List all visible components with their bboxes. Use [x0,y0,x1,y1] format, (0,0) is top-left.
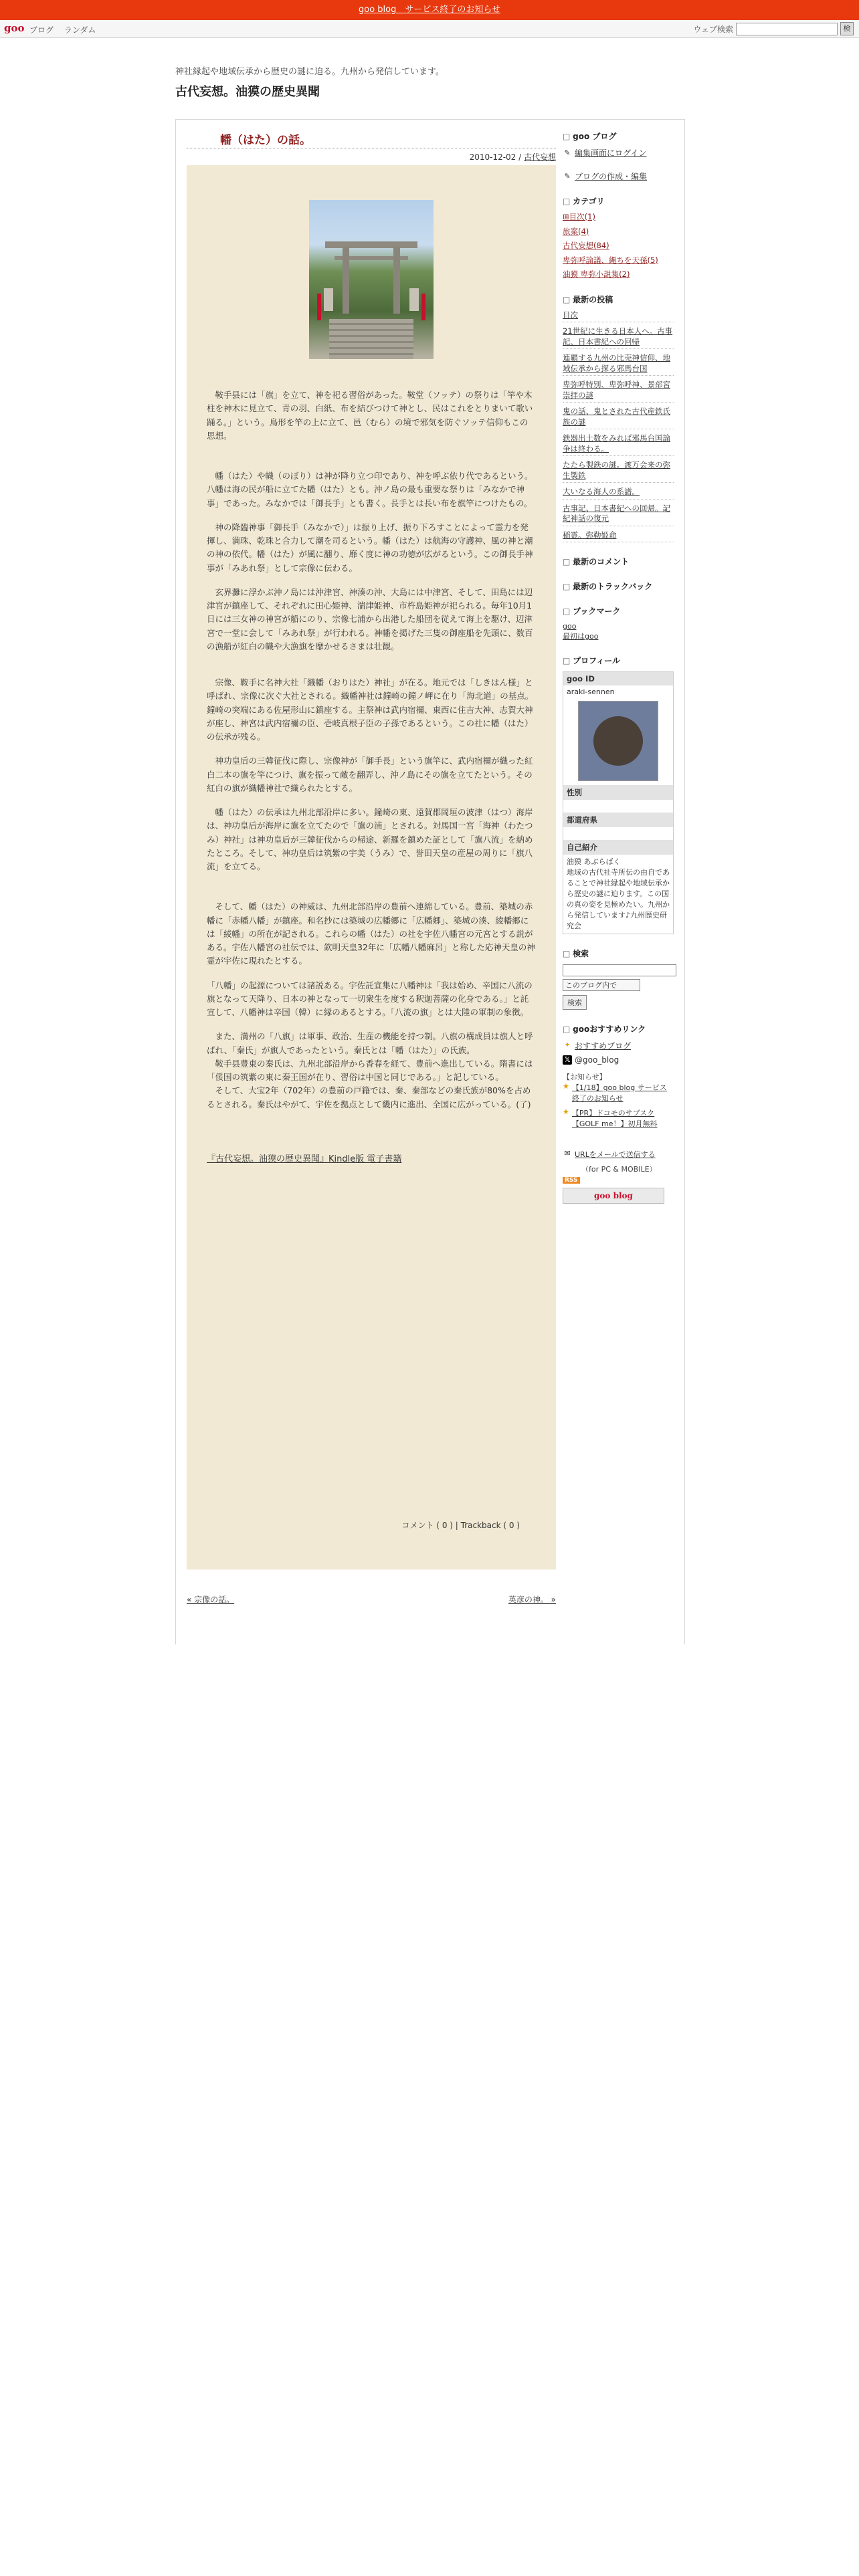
red-flag-right [421,294,425,320]
recent-post-link[interactable]: 目次 [563,310,578,320]
recommend-blog-row [563,1040,674,1051]
gender-label: 性別 [563,785,673,800]
blog-frame [175,119,685,1644]
web-search-button[interactable]: 検 [840,22,854,35]
search-scope-select[interactable]: このブログ内で [563,979,640,991]
entry-paragraph: 神功皇后の三韓征伐に際し、宗像神が「御手長」という旗竿に、武内宿禰が織った紅白二本の旗を竿につけ、旗を振って敵を翻弄し、沖ノ島にその旗を立てたという。その紅白の旗が織幡神社で織られたとする。 [207,756,533,793]
category-link[interactable]: 旅案(4) [563,226,589,236]
pencil-icon: ✎ [564,148,571,157]
intro-text: 油獏 あぶらばく 地域の古代社寺所伝の由自であることで神社縁起や地域伝承から歴史の謎に迫ります。この国の真の姿を見極めたい。九州から発信しています♪九州歴史研究会 [567,857,670,930]
goo-id-value: araki-sennen [567,687,615,697]
rss-icon[interactable]: RSS [563,1177,580,1184]
intro-label: 自己紹介 [563,840,673,855]
category-link[interactable]: 古代妄想(84) [563,241,609,251]
nav-random-link[interactable]: ランダム [64,25,96,35]
mail-row [563,1149,674,1160]
category-heading: □ カテゴリ [563,195,674,207]
goo-toolbar [0,20,859,38]
notice-link-2[interactable]: 【PR】ドコモのサブスク【GOLF me！】初月無料 [571,1108,658,1128]
notice-row-1 [563,1082,674,1103]
mail-url-link[interactable]: URLをメールで送信する [575,1150,656,1159]
recommend-heading: □ gooおすすめリンク [563,1023,674,1035]
login-link[interactable]: 編集画面にログイン [575,148,647,158]
next-entry-link[interactable]: 英彦の神。 » [508,1595,556,1604]
recent-comments-section [563,556,674,567]
blog-search-input[interactable] [563,964,676,976]
star-icon: ★ [563,1081,569,1091]
goo-blog-badge[interactable]: goo blog [563,1188,664,1204]
recent-post-link[interactable]: 卑弥呼特別、卑弥呼神、景部宮崇拝の謎 [563,380,670,400]
entry-title: 幡（はた）の話。 [187,130,556,148]
recent-comments-heading: □ 最新のコメント [563,556,674,567]
nav-blog-link[interactable]: ブログ [29,25,54,35]
recent-trackbacks-heading: □ 最新のトラックバック [563,580,674,592]
entry-paragraph: 幡（はた）の伝承は九州北部沿岸に多い。鐘崎の東、遠賀郡岡垣の波津（はつ）海岸は、神功皇后が海岸に旗を立てたので「旗の浦」とされる。対馬国一宮「海神（わたつみ）神社」は神功皇后が三韓征伐からの帰途、新羅を鎮めた証として「旗八流」を納めたところ。そして、神功皇后は筑紫の宇美（うみ）で、誉田天皇の産屋の周りに「旗八流」を立てる。 [207,807,533,871]
blog-description: 神社縁起や地域伝承から歴史の謎に迫る。九州から発信しています。 [175,67,444,77]
recent-post-link[interactable]: たたら製鉄の謎。渡万会来の弥生製鉄 [563,460,670,480]
prev-entry-link[interactable]: « 宗像の話。 [187,1595,235,1604]
stone-steps [329,319,413,359]
profile-heading: □ プロフィール [563,655,674,666]
bookmarks-heading: □ ブックマーク [563,605,674,617]
mail-sub-text: （for PC & MOBILE） [581,1164,657,1174]
goo-id-label: goo ID [563,672,673,685]
blog-header [175,64,684,100]
recent-post-link[interactable]: 古事記、日本書紀への回帰。記紀神話の復元 [563,503,670,524]
entry-paragraph: 宗像、鞍手に名神大社「織幡（おりはた）神社」が在る。地元では「しきはん様」と呼ばれ、宗像に次ぐ大社とされる。織幡神社は鐘崎の鐘ノ岬に在り「海北道」の基点。鐘崎の突端にある佐屋形山に鎮座する。主祭神は武内宿禰、東西に住吉大神、志賀大神が座し、神宮は武内宿禰の臣、壱岐真根子臣の子孫であるという。この社に幡（はた）の伝承が残る。 [207,677,534,742]
entry-meta: 2010-12-02 / 古代妄想 [469,152,556,162]
bookmark-link[interactable]: goo [563,622,577,631]
region-value [563,827,673,840]
entry-paragraph: また、満州の「八旗」は軍事、政治、生産の機能を持つ制。八旗の構成員は旗人と呼ばれ、「秦氏」が旗人であったという。秦氏とは「幡（はた）」の氏族。 [207,1031,533,1055]
profile-section [563,655,674,934]
category-link[interactable]: 卑弥呼論議、縄ちを天孫(5) [563,255,658,265]
bookmarks-section [563,605,674,641]
torii-pillar-right [393,247,400,314]
kindle-book-link[interactable]: 『古代妄想。油獏の歴史異聞』Kindle版 電子書籍 [207,1154,402,1164]
entry-body [187,165,556,1570]
profile-box [563,671,674,934]
blog-title[interactable]: 古代妄想。油獏の歴史異聞 [175,85,320,99]
pencil-icon: ✎ [564,171,571,181]
x-logo-icon: 𝕏 [563,1055,572,1065]
recent-post-link[interactable]: 21世紀に生きる日本人へ。古事記、日本書紀への回帰 [563,326,673,346]
goo-blog-section [563,130,674,182]
web-search-input[interactable] [736,23,838,35]
recent-posts-heading: □ 最新の投稿 [563,294,674,305]
entry-paragraph: 「八幡」の起源については諸説ある。宇佐託宣集に八幡神は「我は始め、辛国に八流の旗となって天降り、日本の神となって一切衆生を度する釈迦菩薩の化身である。」と託宣して、八幡神は辛国（韓）に縁のあるとする。「八流の旗」とは大陸の軍制の象徴。 [207,980,533,1017]
shrine-photo[interactable] [309,200,434,359]
entry-paragraph: 鞍手县には「旗」を立て、神を祀る習俗があった。鞍堂（ソッテ）の祭りは「竿や木柱を神木に見立て、青の羽、白紙、布を結びつけて神とし、民はこれをとりまいて歌い踊る。」という。鳥形を竿の上に立て、邑（むら）の境で邪気を防ぐソッテ信仰もこの思想。 [207,390,533,441]
create-blog-link[interactable]: ブログの作成・編集 [575,172,648,181]
entry-paragraph: 神の降臨神事「御長手（みなかで）」は振り上げ、振り下ろすことによって霊力を発揮し、満珠、乾珠と合力して潮を司るという。幡（はた）は航海の守護神、風の神と潮の神の依代。幡（はた）が風に翻り、靡く度に神の功徳が広がるという。この御長手神事が「みあれ祭」として宗像に伝わる。 [207,522,533,573]
recent-post-link[interactable]: 大いなる海人の系譜。 [563,487,640,497]
entry-date: 2010-12-02 [469,152,516,162]
web-search-label: ウェブ検索 [693,24,733,34]
star-icon: ★ [563,1107,569,1116]
service-end-banner[interactable] [0,0,859,20]
torii-shape [325,241,417,248]
mail-icon: ✉ [564,1148,571,1158]
recent-trackbacks-section [563,580,674,592]
notice-label: 【お知らせ】 [563,1072,607,1081]
create-row [563,171,674,182]
main-column [187,130,556,1570]
gender-value [563,800,673,813]
comment-trackback-links[interactable]: コメント ( 0 ) | Trackback ( 0 ) [401,1521,520,1530]
stone-lantern-left [324,288,333,311]
stone-lantern-right [409,288,419,311]
entry-paragraph: 幡（はた）や幟（のぼり）は神が降り立つ印であり、神を呼ぶ依り代であるという。八幡は海の民が船に立てた幡（はた）とも。沖ノ島の最も重要な祭りは「みなかで神事」であった。みなかでは「御長手」とも書く。長手とは長い布を旗竿につけたもの。 [207,471,533,508]
category-section [563,195,674,280]
recent-post-link[interactable]: 鬼の話、鬼とされた古代産鉄氏族の謎 [563,407,670,427]
entry-paragraph: 鞍手县豊東の秦氏は、九州北部沿岸から香春を経て、豊前へ進出している。隋書には「俀国の筑紫の東に秦王国が在り、習俗は中国と同じである。」と記している。 [207,1058,533,1082]
bookmark-link[interactable]: 最初はgoo [563,632,599,641]
search-section [563,948,674,1010]
entry-category-link[interactable]: 古代妄想 [523,152,556,162]
category-link[interactable]: ⊞目次(1) [563,212,595,221]
notice-link-1[interactable]: 【1/18】goo blog サービス終了のお知らせ [571,1083,667,1103]
torii-pillar-left [343,247,349,314]
x-account-link[interactable]: @goo_blog [575,1055,619,1065]
red-flag-left [317,294,321,320]
avatar[interactable] [578,701,658,781]
bulb-icon: ✦ [564,1041,571,1050]
recommend-blog-link[interactable]: おすすめブログ [575,1041,632,1051]
region-label: 都道府県 [563,813,673,827]
goo-blog-heading: □ goo ブログ [563,130,674,142]
notice-row-2 [563,1107,674,1129]
login-row [563,147,674,158]
entry-paragraph: 玄界灘に浮かぶ沖ノ島には沖津宮、神湊の沖、大島には中津宮、そして、田島には辺津宮が鎮座して、それぞれに田心姫神、湍津姫神、市杵島姫神が祀られる。毎年10月1日には三女神の神宮が船にのり、宗像七浦から出港した船団を従えて海上を駆け、辺津宮で一堂に会して「みあれ祭」が行われる。神幡を掲げた三隻の御座船を先頭に、数百の漁船が紅白の幟や大漁旗を靡かせるさまは壮観。 [207,586,533,651]
sidebar [563,130,674,1217]
category-link[interactable]: 油獏 卑弥小説集(2) [563,270,630,280]
recent-post-link[interactable]: 稲霊。弥勒姫命 [563,530,617,540]
x-account-row [563,1055,674,1065]
recent-post-link[interactable]: 鉄器出土数をみれば邪馬台国論争は終わる。 [563,433,670,453]
entry-paragraph: そして、大宝2年（702年）の豊前の戸籍では、秦、秦部などの秦氏族が80%を占めるとされる。秦氏はやがて、宇佐を拠点として畿内に進出、全国に広がっている。(了) [207,1085,531,1109]
recent-posts-section [563,294,674,543]
entry-paragraph: そして、幡（はた）の神威は、九州北部沿岸の豊前へ連綿している。豊前、築城の赤幡に「赤幡八幡」が鎮座。和名抄には築城の広幡郷に「広幡郷」、築城の湊、綾幡郷には「綾幡」の所在が記される。これらの幡（はた）の社を宇佐八幡宮の元宮とする説がある。宇佐八幡宮の社伝では、欽明天皇32年に「広幡八幡麻呂」と称した応神天皇の神霊が宇佐に現れたとする。 [207,901,535,966]
recent-post-link[interactable]: 連覇する九州の比売神信仰、地域伝承から探る邪馬台国 [563,353,670,373]
goo-logo[interactable]: goo [4,22,25,34]
service-end-link[interactable]: goo blog サービス終了のお知らせ [359,5,500,15]
search-heading: □ 検索 [563,948,674,959]
search-button[interactable]: 検索 [563,995,587,1010]
goo-nav [29,24,104,35]
recommend-section [563,1023,674,1204]
web-search [693,22,854,35]
